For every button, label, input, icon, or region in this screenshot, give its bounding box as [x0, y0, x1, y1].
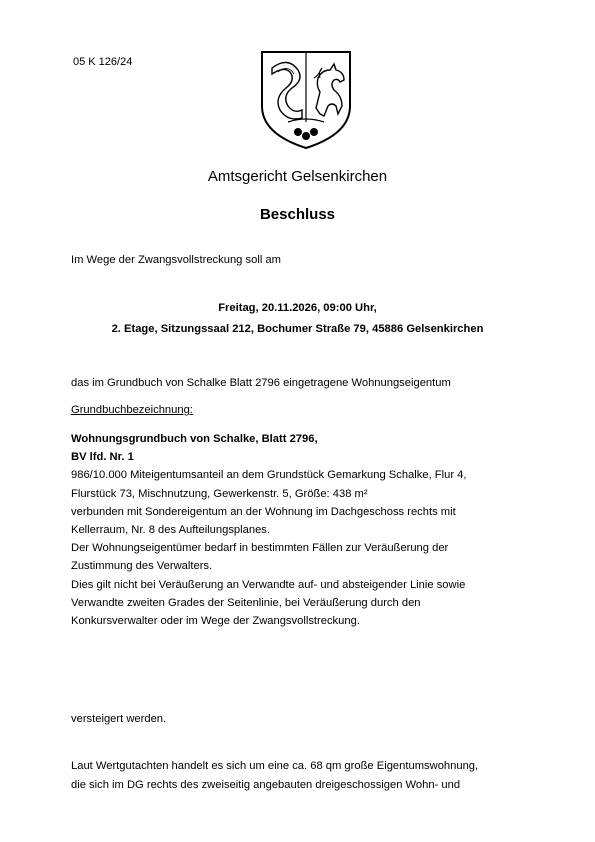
land-register-label: Grundbuchbezeichnung: [71, 404, 193, 416]
object-description: das im Grundbuch von Schalke Blatt 2796 eingetragene Wohnungseigentum [71, 377, 451, 389]
land-register-line: Konkursverwalter oder im Wege der Zwangsvollstreckung. [71, 614, 360, 627]
appraisal-line: die sich im DG rechts des zweiseitig angebauten dreigeschossigen Wohn- und [71, 779, 461, 791]
land-register-heading: Wohnungsgrundbuch von Schalke, Blatt 2796, [71, 433, 318, 445]
land-register-line: 986/10.000 Miteigentumsanteil an dem Grundstück Gemarkung Schalke, Flur 4, [71, 469, 467, 482]
land-register-line: Verwandte zweiten Grades der Seitenlinie, bei Veräußerung durch den [71, 596, 421, 609]
court-name: Amtsgericht Gelsenkirchen [207, 168, 388, 185]
auction-statement: versteigert werden. [71, 713, 167, 725]
document-title: Beschluss [259, 206, 336, 223]
intro-text: Im Wege der Zwangsvollstreckung soll am [71, 254, 281, 266]
land-register-block [71, 430, 467, 630]
case-number: 05 K 126/24 [73, 56, 133, 68]
nrw-coat-of-arms-icon [258, 48, 354, 152]
land-register-line: Kellerraum, Nr. 8 des Aufteilungsplanes. [71, 523, 270, 536]
land-register-line: Flurstück 73, Mischnutzung, Gewerkenstr. 5, Größe: 438 m² [71, 487, 368, 500]
land-register-item: BV lfd. Nr. 1 [71, 451, 134, 464]
land-register-line: Zustimmung des Verwalters. [71, 560, 213, 573]
appointment-location: 2. Etage, Sitzungssaal 212, Bochumer Straße 79, 45886 Gelsenkirchen [111, 323, 484, 335]
land-register-line: Der Wohnungseigentümer bedarf in bestimmten Fällen zur Veräußerung der [71, 542, 449, 555]
land-register-line: Dies gilt nicht bei Veräußerung an Verwandte auf- und absteigender Linie sowie [71, 578, 466, 591]
appointment-date-time: Freitag, 20.11.2026, 09:00 Uhr, [218, 302, 377, 314]
appraisal-line: Laut Wertgutachten handelt es sich um eine ca. 68 qm große Eigentumswohnung, [71, 760, 479, 772]
land-register-line: verbunden mit Sondereigentum an der Wohnung im Dachgeschoss rechts mit [71, 505, 456, 518]
